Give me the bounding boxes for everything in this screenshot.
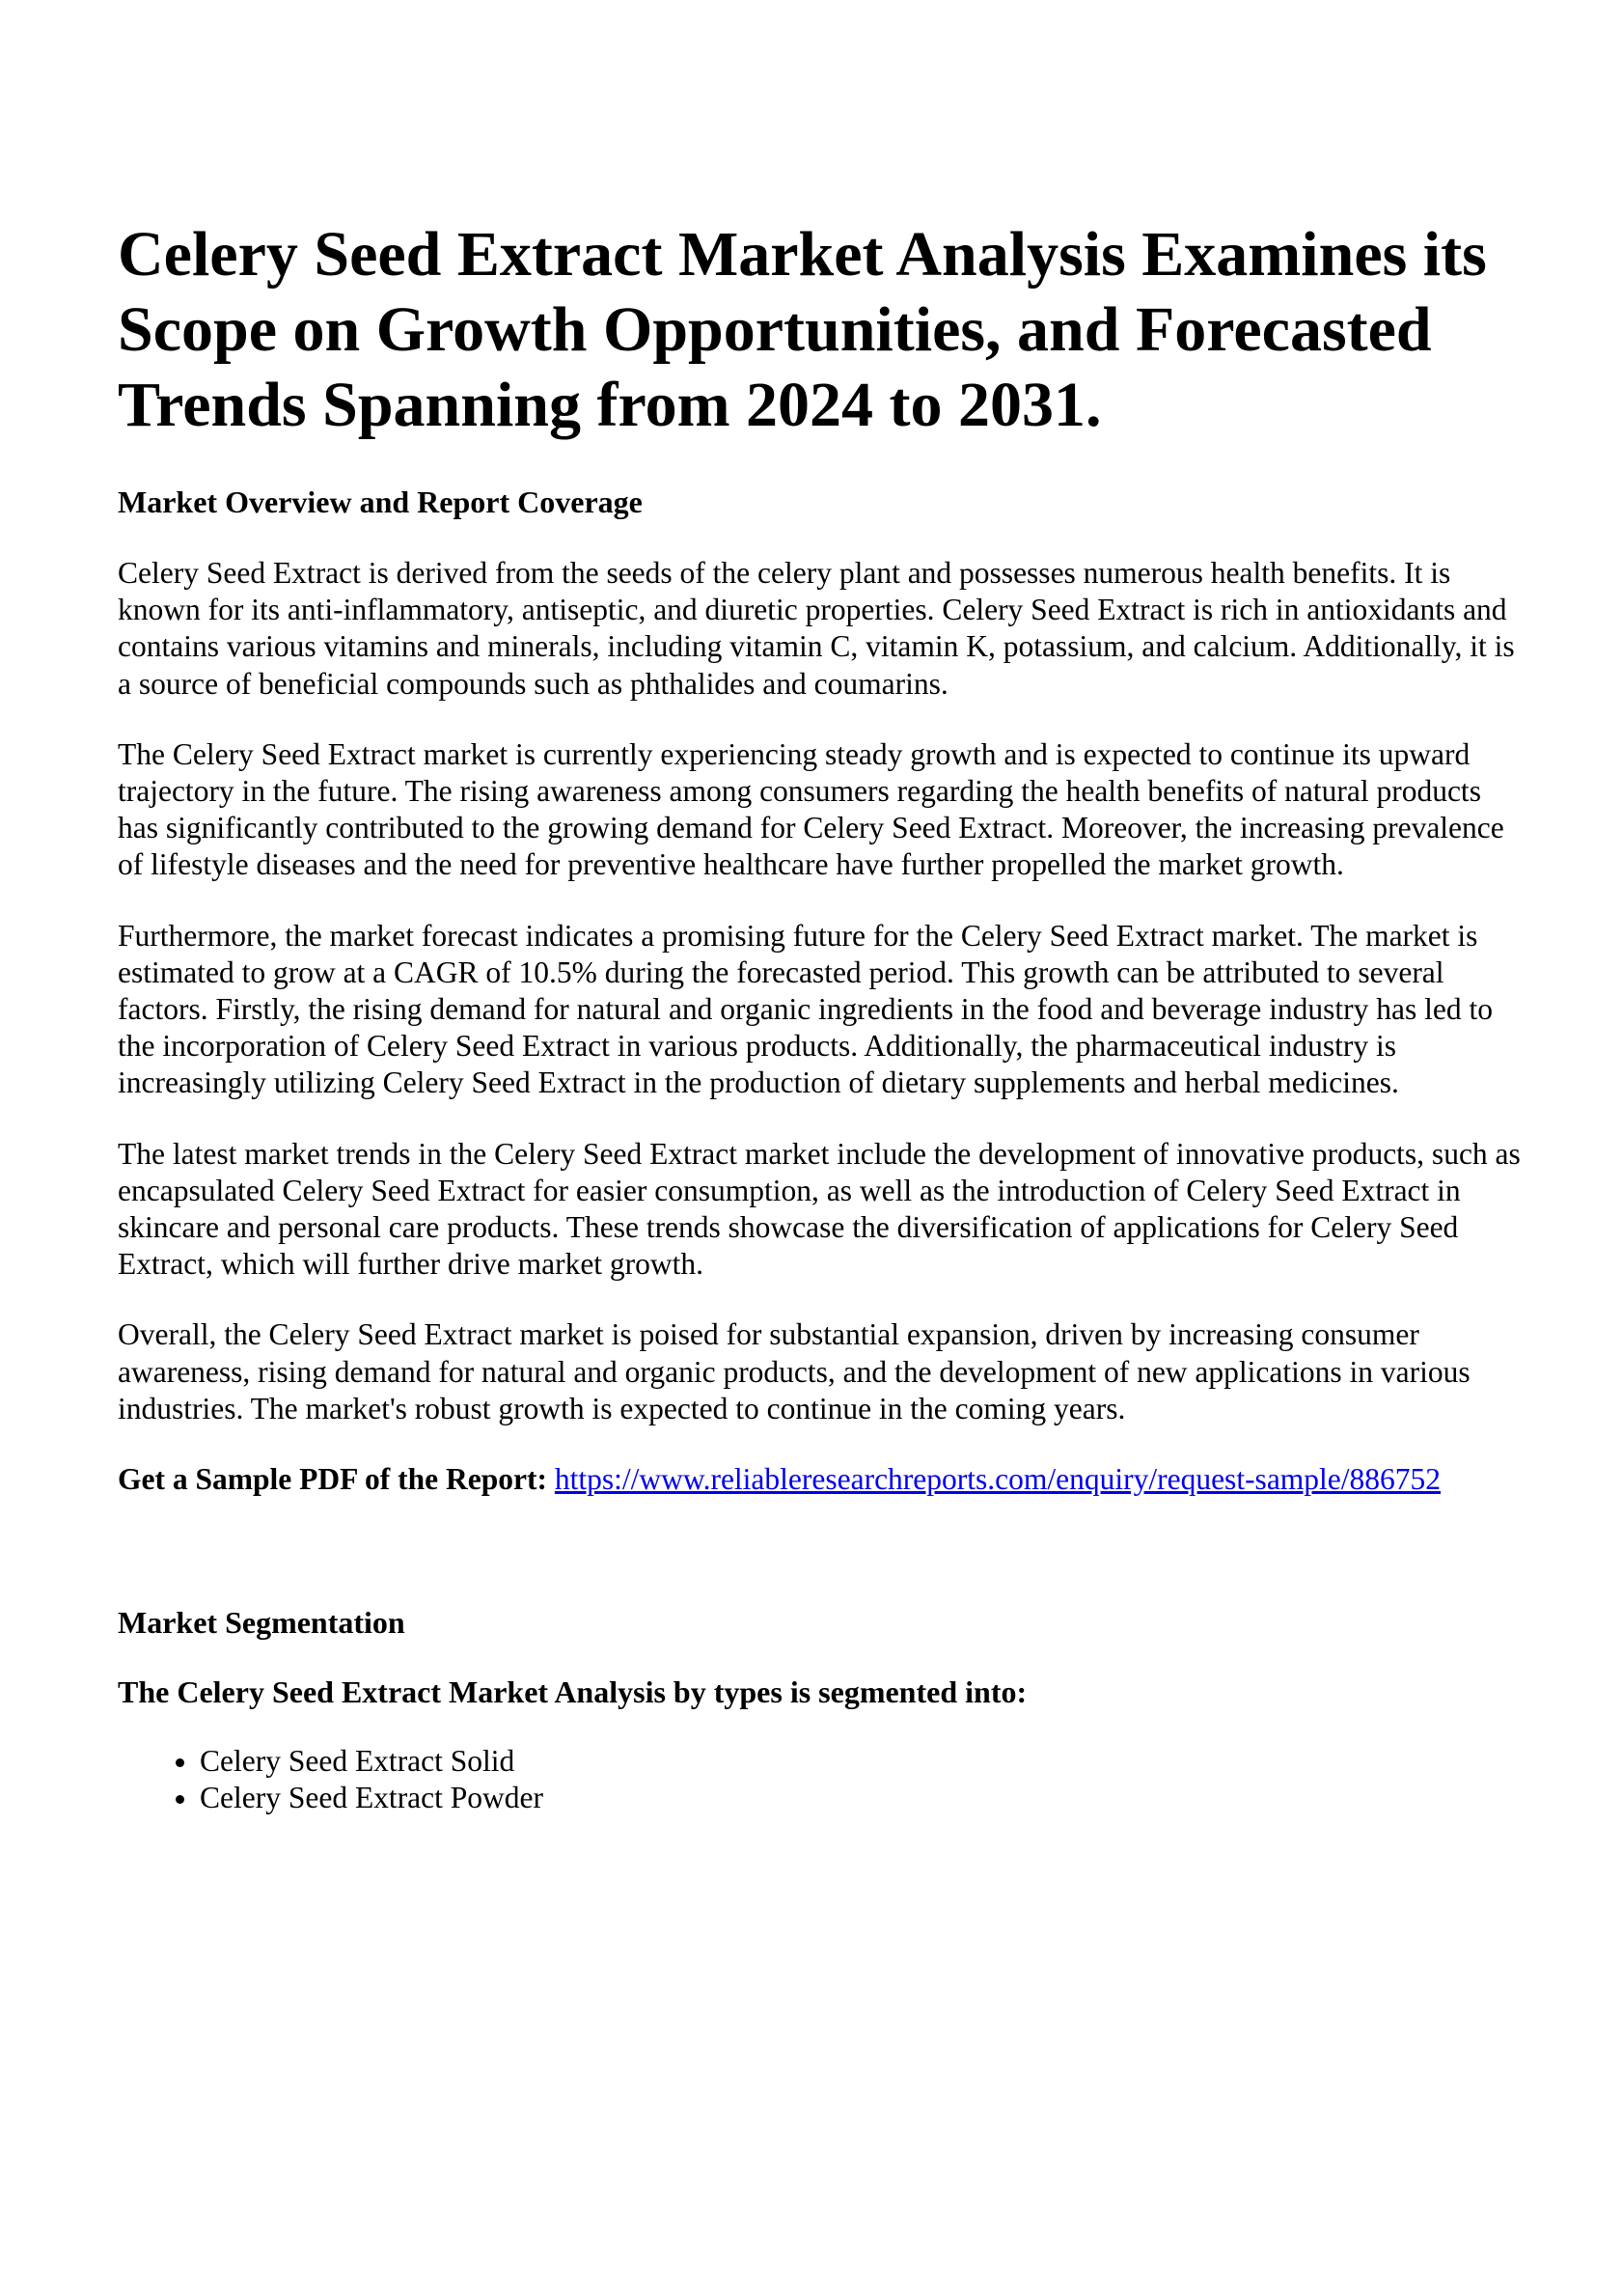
sample-pdf-link[interactable]: https://www.reliableresearchreports.com/enquiry/request-sample/886752 bbox=[554, 1462, 1442, 1497]
overview-paragraph-4: The latest market trends in the Celery Seed Extract market include the development of innovative products, such as encapsulated Celery Seed Extract for easier consumption, as well as the introduction of Celery Seed Extract in skincare and personal care products. These trends showcase the diversification of applications for Celery Seed Extract, which will further drive market growth. bbox=[118, 1136, 1521, 1282]
overview-paragraph-3: Furthermore, the market forecast indicates a promising future for the Celery Seed Extract market. The market is estimated to grow at a CAGR of 10.5% during the forecasted period. This growth can be attributed to several factors. Firstly, the rising demand for natural and organic ingredients in the food and beverage industry has led to the incorporation of Celery Seed Extract in various products. Additionally, the pharmaceutical industry is increasingly utilizing Celery Seed Extract in the production of dietary supplements and herbal medicines. bbox=[118, 918, 1493, 1100]
sample-pdf-label: Get a Sample PDF of the Report: bbox=[118, 1462, 547, 1497]
sample-pdf-line bbox=[118, 1461, 1526, 1498]
segmentation-heading: Market Segmentation bbox=[118, 1605, 405, 1641]
types-heading: The Celery Seed Extract Market Analysis by types is segmented into: bbox=[118, 1674, 1028, 1710]
overview-heading: Market Overview and Report Coverage bbox=[118, 484, 643, 519]
types-list bbox=[118, 1743, 1526, 1816]
overview-paragraph-2: The Celery Seed Extract market is currently experiencing steady growth and is expected to continue its upward trajectory in the future. The rising awareness among consumers regarding the health benefits of natural products has significantly contributed to the growing demand for Celery Seed Extract. Moreover, the increasing prevalence of lifestyle diseases and the need for preventive healthcare have further propelled the market growth. bbox=[118, 736, 1504, 882]
list-item: • Celery Seed Extract Powder bbox=[200, 1780, 1526, 1816]
list-item: • Celery Seed Extract Solid bbox=[200, 1743, 1526, 1780]
overview-paragraph-5: Overall, the Celery Seed Extract market is poised for substantial expansion, driven by increasing consumer awareness, rising demand for natural and organic products, and the development of new applications in various industries. The market's robust growth is expected to continue in the coming years. bbox=[118, 1317, 1471, 1425]
page-title: Celery Seed Extract Market Analysis Examines its Scope on Growth Opportunities, and Forecasted Trends Spanning from 2024 to 2031. bbox=[118, 219, 1487, 440]
document-page bbox=[118, 217, 1526, 1817]
overview-paragraph-1: Celery Seed Extract is derived from the seeds of the celery plant and possesses numerous health benefits. It is known for its anti-inflammatory, antiseptic, and diuretic properties. Celery Seed Extract is rich in antioxidants and contains various vitamins and minerals, including vitamin C, vitamin K, potassium, and calcium. Additionally, it is a source of beneficial compounds such as phthalides and coumarins. bbox=[118, 556, 1515, 701]
